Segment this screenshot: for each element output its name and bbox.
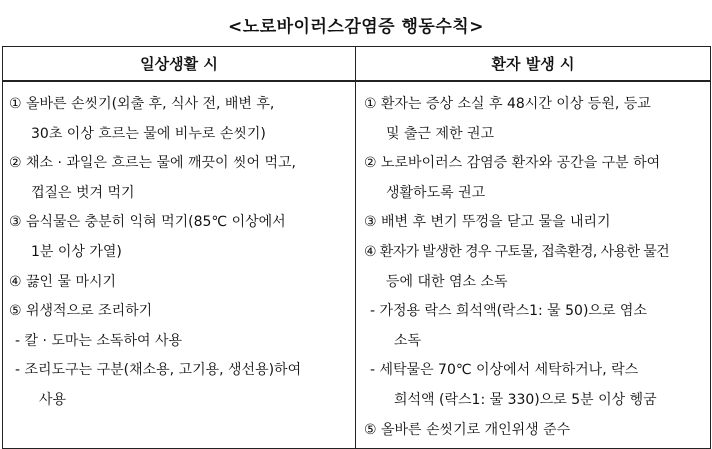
daily-item-3-line-1: ③ 음식물은 충분히 익혀 먹기(85℃ 이상에서	[9, 214, 286, 231]
patient-item-5: ⑤ 올바른 손씻기로 개인위생 준수	[364, 421, 571, 438]
daily-item-4: ④ 끓인 물 마시기	[9, 273, 117, 290]
daily-item-5: ⑤ 위생적으로 조리하기	[9, 303, 153, 320]
patient-subitem-laundry-line-1: - 세탁물은 70℃ 이상에서 세탁하거나, 락스	[370, 362, 639, 379]
patient-item-4-line-1: ④ 환자가 발생한 경우 구토물, 접촉환경, 사용한 물건	[364, 243, 670, 260]
patient-item-2-line-2: 생활하도록 권고	[386, 184, 486, 201]
patient-item-4-line-2: 등에 대한 염소 소독	[386, 273, 508, 290]
patient-item-2-line-1: ② 노로바이러스 감염증 환자와 공간을 구분 하여	[364, 155, 661, 172]
patient-occurrence-cell	[356, 81, 711, 449]
patient-subitem-bleach-line-1: - 가정용 락스 희석액(락스1: 물 50)으로 염소	[370, 303, 647, 320]
header-patient-occurrence: 환자 발생 시	[356, 47, 711, 82]
daily-subitem-utensils-line-2: 사용	[39, 391, 67, 408]
patient-subitem-bleach-line-2: 소독	[394, 332, 422, 349]
guideline-table	[2, 46, 711, 449]
document-title: <노로바이러스감염증 행동수칙>	[228, 17, 484, 37]
daily-life-cell	[3, 81, 356, 449]
daily-item-3-line-2: 1분 이상 가열)	[31, 243, 122, 260]
daily-item-2-line-1: ② 채소 · 과일은 흐르는 물에 깨끗이 씻어 먹고,	[9, 155, 296, 172]
daily-item-1-line-1: ① 올바른 손씻기(외출 후, 식사 전, 배변 후,	[9, 96, 275, 112]
daily-subitem-knife-board: - 칼 · 도마는 소독하여 사용	[15, 332, 182, 349]
table-body-row	[3, 81, 711, 449]
daily-item-2-line-2: 껍질은 벗겨 먹기	[31, 184, 135, 201]
patient-item-1-line-2: 및 출근 제한 권고	[386, 125, 495, 142]
header-daily-life: 일상생활 시	[3, 47, 356, 82]
daily-item-1-line-2: 30초 이상 흐르는 물에 비누로 손씻기)	[31, 125, 266, 142]
patient-item-3: ③ 배변 후 변기 뚜껑을 닫고 물을 내리기	[364, 214, 611, 231]
daily-subitem-utensils-line-1: - 조리도구는 구분(채소용, 고기용, 생선용)하여	[15, 362, 302, 379]
table-header-row	[3, 47, 711, 82]
patient-subitem-laundry-line-2: 희석액 (락스1: 물 330)으로 5분 이상 헹굼	[394, 391, 657, 408]
patient-item-1-line-1: ① 환자는 증상 소실 후 48시간 이상 등원, 등교	[364, 96, 651, 112]
